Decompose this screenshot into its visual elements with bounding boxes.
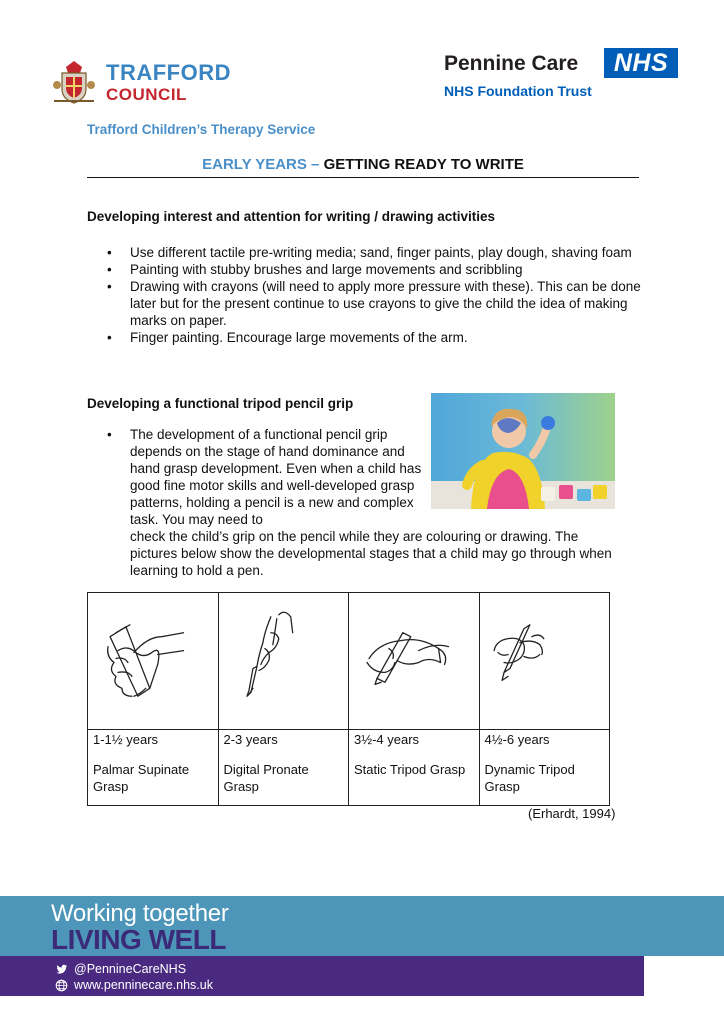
list-item: • Drawing with crayons (will need to apply more pressure with these). This can be done later but for the present continue to use crayons to give the child the idea of making marks on paper. [107,278,645,329]
grasp-name: Dynamic Tripod Grasp [484,762,575,794]
grasp-age: 1-1½ years [93,732,159,747]
footer-slogan-line1: Working together [51,900,229,927]
grasp-name: Palmar Supinate Grasp [93,762,190,794]
globe-icon [55,979,68,992]
list-item: • Painting with stubby brushes and large movements and scribbling [107,261,645,278]
trafford-wordmark: TRAFFORD [106,59,231,85]
section-heading-tripod-grip: Developing a functional tripod pencil grip [87,396,354,411]
list-item: • Finger painting. Encourage large movements of the arm. [107,329,645,346]
twitter-bird-icon [55,963,68,976]
website-url: www.penninecare.nhs.uk [74,978,213,992]
grasp-stage-cell [479,730,610,806]
list-item: • Use different tactile pre-writing media; sand, finger paints, play dough, shaving foam [107,244,645,261]
interest-bullet-list [107,244,645,346]
list-item [107,426,629,579]
section-heading-interest: Developing interest and attention for writing / drawing activities [87,209,496,224]
palmar-supinate-grasp-image [88,593,219,730]
pennine-care-logo [444,46,684,102]
title-prefix: EARLY YEARS – [202,156,324,173]
grasp-name: Digital Pronate Grasp [223,762,309,794]
citation: (Erhardt, 1994) [528,806,616,821]
grip-paragraph-part1: • The development of a functional pencil grip depends on the stage of hand dominance and hand grasp development. Even when a child has good fine motor skills and well-developed grasp patterns, holding a pencil is a new and complex task. You may need to [130,427,422,527]
grasp-stage-cell [349,730,480,806]
trafford-council-logo [52,58,232,106]
pennine-care-name: Pennine Care [444,52,579,75]
grasp-stages-table [87,592,610,806]
council-crest-icon [52,59,96,105]
static-tripod-hand-icon [349,593,479,729]
grasp-age: 3½-4 years [354,732,420,747]
table-row [88,593,610,730]
nhs-badge: NHS [604,48,678,78]
grasp-stage-cell [88,730,219,806]
service-name: Trafford Children’s Therapy Service [87,122,316,137]
grip-paragraph-part2: check the child’s grip on the pencil while they are colouring or drawing. The pictures below show the developmental stages that a child may go through when learning to hold a pen. [130,529,612,578]
dynamic-tripod-grasp-image [479,593,610,730]
page-title [87,156,639,178]
table-row [88,730,610,806]
digital-pronate-hand-icon [219,593,349,729]
title-main: GETTING READY TO WRITE [323,156,524,173]
twitter-link[interactable] [55,962,186,976]
dynamic-tripod-hand-icon [480,593,610,729]
palmar-grasp-hand-icon [88,593,218,729]
grasp-name: Static Tripod Grasp [354,762,466,777]
grasp-age: 4½-6 years [484,732,550,747]
website-link[interactable] [55,978,213,992]
footer-slogan-line2: LIVING WELL [51,924,226,955]
static-tripod-grasp-image [349,593,480,730]
grasp-age: 2-3 years [223,732,278,747]
trust-name: NHS Foundation Trust [444,83,592,99]
grip-bullet-list [107,426,629,579]
council-wordmark: COUNCIL [106,84,187,104]
twitter-handle: @PennineCareNHS [74,962,187,976]
digital-pronate-grasp-image [218,593,349,730]
grasp-stage-cell [218,730,349,806]
